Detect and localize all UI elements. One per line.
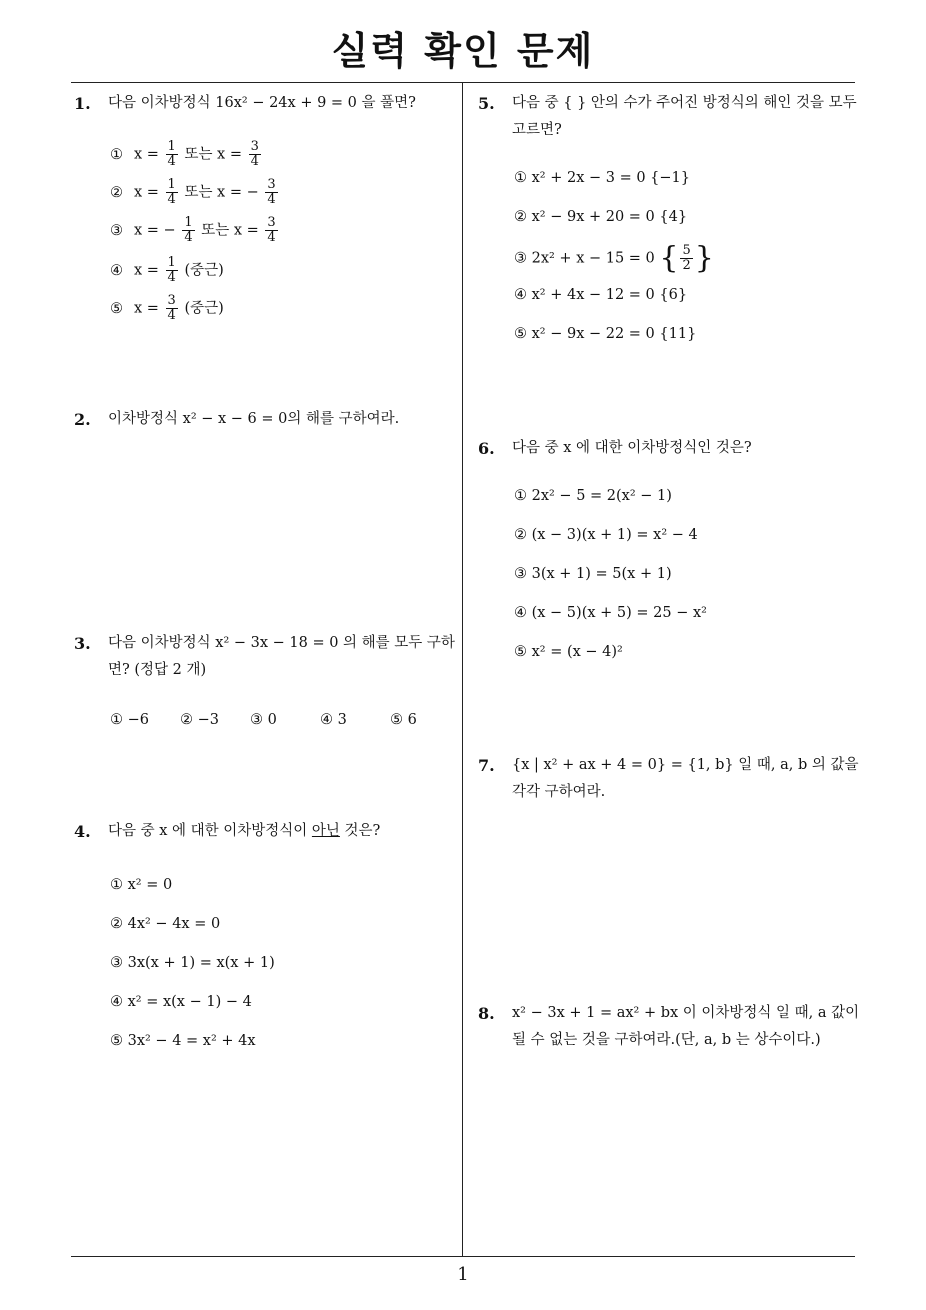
denominator: 4 xyxy=(184,230,193,245)
underlined-word: 아닌 xyxy=(311,823,340,839)
numerator: 5 xyxy=(682,243,691,258)
page-title: 실력 확인 문제 xyxy=(331,29,595,73)
question-8 xyxy=(478,1000,863,1054)
denominator: 4 xyxy=(167,270,176,285)
question-2 xyxy=(74,406,454,433)
choice-text: x = xyxy=(134,184,159,201)
numerator: 3 xyxy=(267,215,276,230)
choice[interactable]: ② (x − 3)(x + 1) = x² − 4 xyxy=(514,527,698,543)
denominator: 4 xyxy=(250,154,259,169)
choice[interactable] xyxy=(110,216,280,245)
question-7 xyxy=(478,752,863,806)
page-number: 1 xyxy=(457,1264,469,1285)
denominator: 4 xyxy=(267,192,276,207)
question-text: 이차방정식 x² − x − 6 = 0의 해를 구하여라. xyxy=(108,411,400,427)
question-number: 7. xyxy=(478,756,495,775)
question-number: 6. xyxy=(478,439,495,458)
choice[interactable]: ⑤ x² = (x − 4)² xyxy=(514,644,623,660)
choice-text: 또는 x = xyxy=(184,146,242,163)
numerator: 1 xyxy=(167,177,176,192)
choice-text: ③ 2x² + x − 15 = 0 xyxy=(514,250,655,267)
choice-text: (중근) xyxy=(184,262,224,279)
choice[interactable] xyxy=(110,140,263,169)
question-text: 다음 중 { } 안의 수가 주어진 방정식의 해인 것을 모두 고르면? xyxy=(512,95,857,138)
question-number: 4. xyxy=(74,822,91,841)
fraction xyxy=(166,178,178,207)
choice-text: x = xyxy=(134,300,159,317)
question-text: 다음 이차방정식 x² − 3x − 18 = 0 의 해를 모두 구하면? (정답 2 개) xyxy=(108,635,455,678)
choice[interactable] xyxy=(110,294,224,323)
numerator: 1 xyxy=(167,139,176,154)
choice-text: 또는 x = − xyxy=(184,184,259,201)
right-brace: } xyxy=(694,240,714,276)
choice-text: (중근) xyxy=(184,300,224,317)
question-number: 2. xyxy=(74,410,91,429)
choice[interactable]: ① −6 xyxy=(110,712,149,728)
column-divider xyxy=(462,83,463,1256)
question-3 xyxy=(74,630,459,684)
numerator: 1 xyxy=(167,255,176,270)
choice[interactable]: ④ 3 xyxy=(320,712,347,728)
question-text xyxy=(74,818,459,845)
choice-mark: ⑤ xyxy=(110,300,123,317)
choice[interactable] xyxy=(110,178,280,207)
choice[interactable]: ① 2x² − 5 = 2(x² − 1) xyxy=(514,488,672,504)
choice[interactable]: ④ x² + 4x − 12 = 0 {6} xyxy=(514,287,688,303)
question-text-part: 다음 중 x 에 대한 이차방정식이 xyxy=(108,823,312,839)
question-text: {x | x² + ax + 4 = 0} = {1, b} 일 때, a, b 의 값을 각각 구하여라. xyxy=(512,757,859,800)
choice[interactable]: ③ 3(x + 1) = 5(x + 1) xyxy=(514,566,672,582)
question-number: 8. xyxy=(478,1004,495,1023)
choice[interactable]: ② 4x² − 4x = 0 xyxy=(110,916,221,932)
choice[interactable]: ③ 3x(x + 1) = x(x + 1) xyxy=(110,955,275,971)
choice[interactable]: ② x² − 9x + 20 = 0 {4} xyxy=(514,209,688,225)
choice[interactable] xyxy=(110,256,224,285)
denominator: 4 xyxy=(167,308,176,323)
question-number: 5. xyxy=(478,94,495,113)
fraction xyxy=(166,294,178,323)
denominator: 2 xyxy=(682,258,691,273)
choice[interactable]: ⑤ x² − 9x − 22 = 0 {11} xyxy=(514,326,697,342)
choice-text: x = xyxy=(134,262,159,279)
question-4 xyxy=(74,818,459,845)
fraction xyxy=(680,244,692,273)
question-1 xyxy=(74,90,444,117)
choice[interactable] xyxy=(514,240,714,276)
choice[interactable]: ② −3 xyxy=(180,712,219,728)
choice[interactable]: ① x² + 2x − 3 = 0 {−1} xyxy=(514,170,690,186)
choice[interactable]: ④ x² = x(x − 1) − 4 xyxy=(110,994,252,1010)
fraction xyxy=(166,140,178,169)
numerator: 3 xyxy=(250,139,259,154)
numerator: 3 xyxy=(167,293,176,308)
question-number: 1. xyxy=(74,94,91,113)
denominator: 4 xyxy=(167,154,176,169)
fraction xyxy=(249,140,261,169)
question-5 xyxy=(478,90,863,144)
choice[interactable]: ① x² = 0 xyxy=(110,877,173,893)
bottom-rule xyxy=(71,1256,855,1257)
fraction xyxy=(182,216,194,245)
fraction xyxy=(265,178,277,207)
question-6 xyxy=(478,435,863,462)
question-text-part: 것은? xyxy=(339,823,381,839)
numerator: 1 xyxy=(184,215,193,230)
question-text: 다음 중 x 에 대한 이차방정식인 것은? xyxy=(512,440,752,456)
choice-mark: ④ xyxy=(110,262,123,279)
choice-mark: ③ xyxy=(110,222,123,239)
fraction xyxy=(166,256,178,285)
denominator: 4 xyxy=(267,230,276,245)
choice-text: 또는 x = xyxy=(201,222,259,239)
choice-text: x = − xyxy=(134,222,176,239)
choice-mark: ① xyxy=(110,146,123,163)
denominator: 4 xyxy=(167,192,176,207)
question-text: 다음 이차방정식 16x² − 24x + 9 = 0 을 풀면? xyxy=(108,95,416,111)
numerator: 3 xyxy=(267,177,276,192)
choice[interactable]: ③ 0 xyxy=(250,712,277,728)
left-brace: { xyxy=(659,240,679,276)
question-text: x² − 3x + 1 = ax² + bx 이 이차방정식 일 때, a 값이 될 수 없는 것을 구하여라.(단, a, b 는 상수이다.) xyxy=(512,1005,860,1048)
choice[interactable]: ⑤ 6 xyxy=(390,712,417,728)
choice-text: x = xyxy=(134,146,159,163)
question-number: 3. xyxy=(74,634,91,653)
fraction xyxy=(265,216,277,245)
top-rule xyxy=(71,82,855,83)
choice[interactable]: ⑤ 3x² − 4 = x² + 4x xyxy=(110,1033,256,1049)
choice-mark: ② xyxy=(110,184,123,201)
choice[interactable]: ④ (x − 5)(x + 5) = 25 − x² xyxy=(514,605,707,621)
